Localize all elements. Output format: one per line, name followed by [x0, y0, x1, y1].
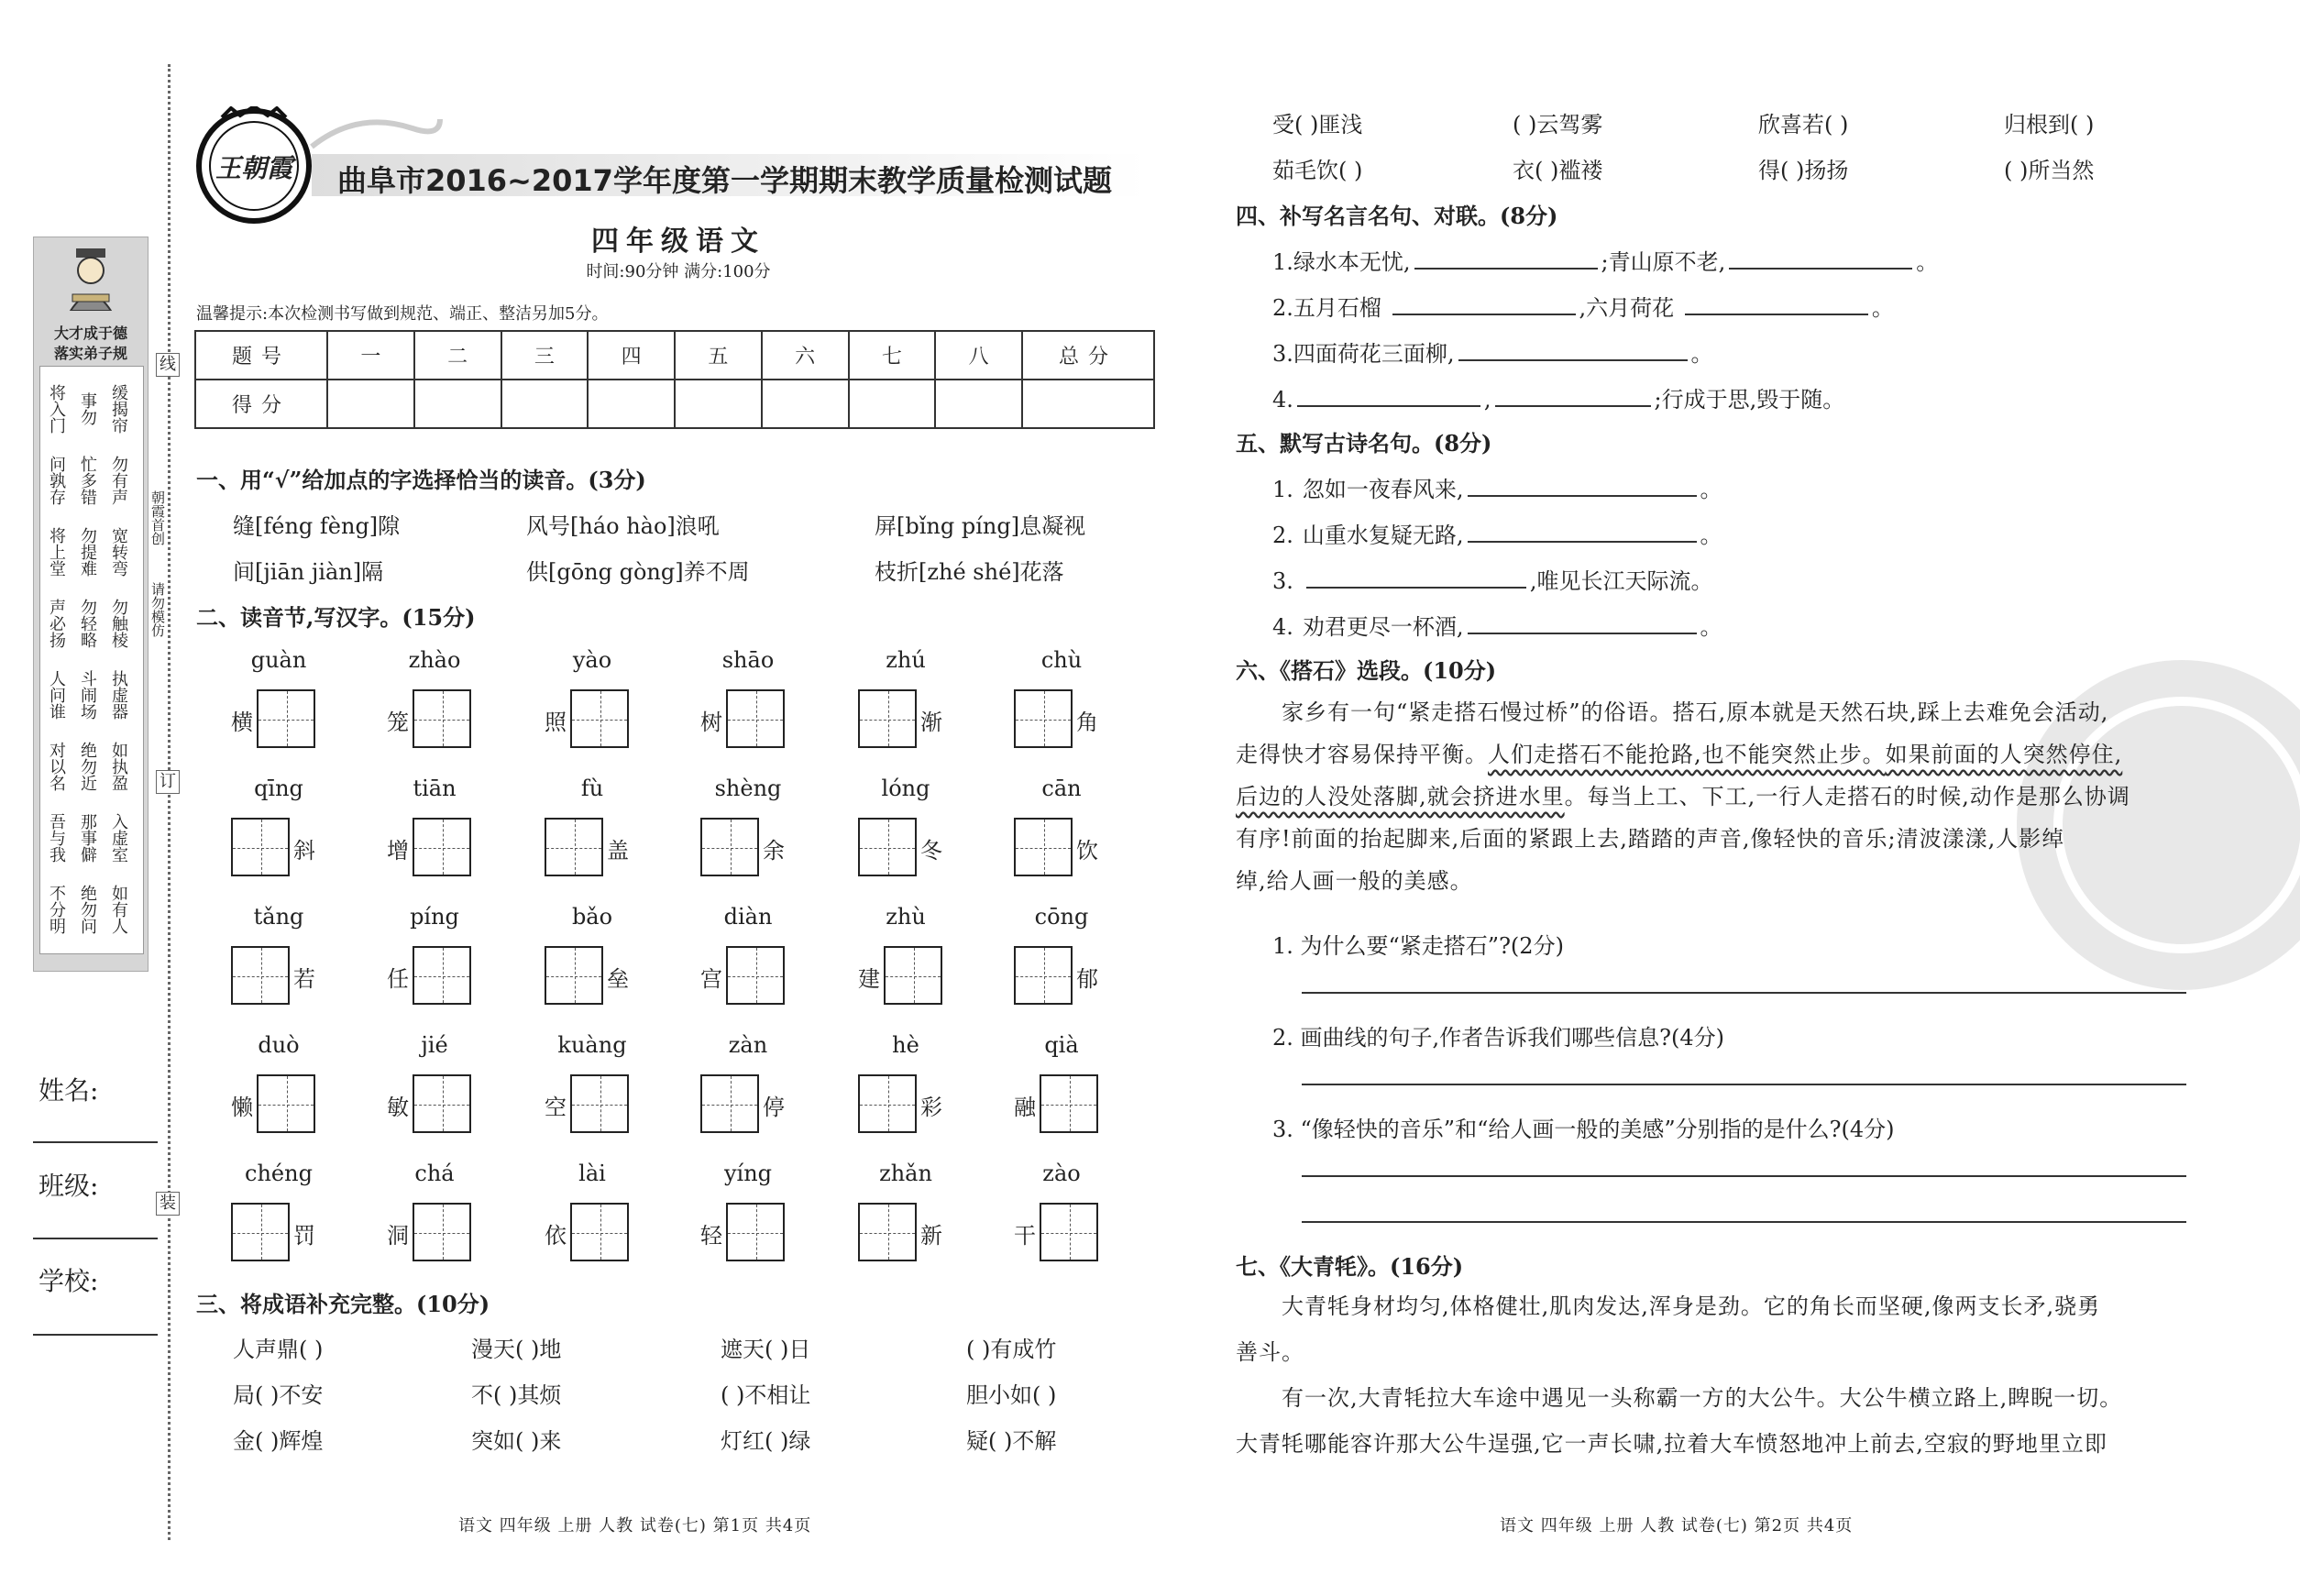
writing-box[interactable] [884, 946, 942, 1005]
score-header-cell: 二 [414, 331, 501, 380]
pinyin-label: yíng [723, 1161, 773, 1186]
q5-item [1272, 563, 1713, 595]
binding-text-3: 请勿模仿 [149, 582, 166, 637]
q5-text: 。 [1700, 523, 1722, 548]
q6-line-4: 有序!前面的抬起脚来,后面的紧跟上去,踏踏的声音,像轻快的音乐;清波漾漾,人影绰 [1236, 826, 2065, 852]
q6-line-2 [1236, 733, 2198, 776]
q7-line-4: 大青牦哪能容许那大公牛逞强,它一声长啸,拉着大车愤怒地冲上前去,空寂的野地里立即 [1236, 1431, 2107, 1457]
writing-box[interactable] [413, 818, 471, 876]
given-char: 停 [763, 1095, 785, 1120]
q5-number: 1. [1272, 477, 1293, 502]
pinyin-label: jié [421, 1032, 448, 1058]
q7-line-3: 有一次,大青牦拉大车途中遇见一头称霸一方的大公牛。大公牛横立路上,睥睨一切。 [1282, 1385, 2123, 1411]
q5-number: 2. [1272, 523, 1293, 548]
pinyin-label: shāo [721, 647, 775, 673]
pinyin-label: lóng [881, 776, 930, 801]
q7-passage [1236, 1283, 2198, 1467]
binding-text-2: 朝霞首创 [149, 490, 166, 545]
pinyin-label: zào [1042, 1161, 1081, 1186]
given-char: 空 [545, 1095, 567, 1120]
motto-col: 执虚器 [109, 670, 128, 720]
pinyin-label: diàn [723, 904, 773, 930]
given-char: 融 [1014, 1095, 1036, 1120]
answer-line[interactable] [1302, 1175, 2186, 1177]
pinyin-label: qià [1044, 1032, 1079, 1058]
writing-box[interactable] [858, 1074, 917, 1133]
q4-title: 四、补写名言名句、对联。(8分) [1236, 203, 1558, 229]
pinyin-label: chéng [245, 1161, 313, 1186]
score-header-cell: 七 [849, 331, 936, 380]
motto-col: 如执盈 [109, 742, 128, 791]
motto-col: 斗闹场 [78, 670, 97, 720]
motto-col: 问孰存 [47, 456, 66, 505]
writing-box[interactable] [231, 946, 290, 1005]
writing-box[interactable] [545, 946, 603, 1005]
motto-box [39, 366, 144, 954]
given-char: 饮 [1076, 838, 1098, 864]
score-cell[interactable] [675, 380, 762, 428]
q1-item[interactable]: 缝[féng fèng]隙 [233, 513, 401, 539]
brand-logo [194, 106, 314, 226]
motto-col: 对以名 [47, 742, 66, 791]
writing-box[interactable] [1014, 689, 1073, 748]
idiom-item[interactable]: 胆小如( ) [966, 1382, 1057, 1408]
idiom-item[interactable]: ( )云驾雾 [1513, 112, 1603, 138]
writing-box[interactable] [700, 1074, 759, 1133]
motto-col: 忙多错 [78, 456, 97, 505]
q1-item[interactable]: 屏[bǐng píng]息凝视 [875, 513, 1086, 539]
motto-col: 绝勿问 [78, 885, 97, 934]
q4-blank[interactable] [1392, 314, 1576, 315]
idiom-item[interactable]: 突如( )来 [471, 1428, 562, 1454]
q5-title: 五、默写古诗名句。(8分) [1236, 430, 1492, 457]
q2-title: 二、读音节,写汉字。(15分) [196, 604, 476, 631]
q4-text: 。 [1871, 295, 1894, 321]
q4-blank[interactable] [1685, 314, 1868, 315]
motto-col: 那事僻 [78, 813, 97, 863]
motto-sidebar [33, 237, 149, 972]
q4-blank[interactable] [1297, 405, 1480, 407]
score-cell[interactable] [1022, 380, 1154, 428]
idiom-item[interactable]: 漫天( )地 [471, 1337, 562, 1362]
writing-box[interactable] [231, 1203, 290, 1261]
q5-blank[interactable] [1306, 587, 1526, 589]
writing-box[interactable] [231, 818, 290, 876]
writing-box[interactable] [1040, 1203, 1098, 1261]
writing-box[interactable] [858, 689, 917, 748]
pinyin-label: chá [414, 1161, 455, 1186]
writing-box[interactable] [413, 1074, 471, 1133]
subject-title: 四年级语文 [591, 226, 765, 258]
top-motto-1: 大才成于德 [53, 325, 127, 342]
answer-line[interactable] [1302, 1221, 2186, 1223]
q4-blank[interactable] [1458, 359, 1688, 361]
given-char: 照 [545, 710, 567, 735]
motto-col: 勿有声 [109, 456, 128, 505]
given-char: 垒 [607, 966, 629, 992]
page-title: 曲阜市2016~2017学年度第一学期期末教学质量检测试题 [337, 163, 1112, 198]
q5-item [1272, 517, 1722, 549]
idiom-item[interactable]: ( )有成竹 [966, 1337, 1057, 1362]
q6-line-3 [1236, 776, 2198, 818]
q4-blank[interactable] [1495, 405, 1651, 407]
idiom-item[interactable]: 疑( )不解 [966, 1428, 1057, 1454]
q6-l3b: 。每当上工、下工,一行人走搭石的时候,动作是那么协调 [1564, 784, 2130, 809]
idiom-item[interactable]: 衣( )褴褛 [1513, 158, 1603, 183]
q4-item [1272, 244, 1938, 276]
given-char: 新 [920, 1223, 942, 1249]
writing-box[interactable] [570, 689, 629, 748]
score-cell[interactable] [501, 380, 589, 428]
score-cell[interactable] [414, 380, 501, 428]
motto-col: 勿触棱 [109, 599, 128, 648]
score-cell[interactable] [588, 380, 675, 428]
idiom-item[interactable]: 人声鼎( ) [233, 1337, 324, 1362]
q7-line-2: 善斗。 [1236, 1339, 1304, 1365]
writing-box[interactable] [726, 946, 785, 1005]
motto-col: 事勿 [78, 392, 97, 425]
idiom-item[interactable]: 金( )辉煌 [233, 1428, 324, 1454]
brand-name: 王朝霞 [215, 153, 292, 183]
pinyin-label: hè [892, 1032, 919, 1058]
school-field[interactable] [33, 1334, 158, 1336]
q4-text: 绿水本无忧, [1293, 249, 1411, 275]
writing-box[interactable] [1014, 818, 1073, 876]
writing-box[interactable] [570, 1074, 629, 1133]
q5-text: 忽如一夜春风来, [1302, 477, 1464, 502]
q5-blank[interactable] [1468, 633, 1697, 634]
pinyin-label: guàn [250, 647, 307, 673]
q6-wavy-1: 人们走搭石不能抢路,也不能突然止步。 [1488, 742, 1886, 767]
q4-item [1272, 290, 1894, 322]
motto-col: 绝勿近 [78, 742, 97, 791]
pinyin-label: qīng [254, 776, 303, 801]
writing-box[interactable] [413, 689, 471, 748]
class-label: 班级: [39, 1171, 99, 1201]
q4-text: 五月石榴 [1293, 295, 1389, 321]
idiom-item[interactable]: 遮天( )日 [721, 1337, 811, 1362]
footer-right: 语文 四年级 上册 人教 试卷(七) 第2页 共4页 [1500, 1516, 1854, 1535]
q5-item [1272, 471, 1722, 503]
score-cell[interactable] [762, 380, 849, 428]
given-char: 敏 [387, 1095, 409, 1120]
idiom-item[interactable]: 茹毛饮( ) [1272, 158, 1363, 183]
writing-box[interactable] [257, 689, 315, 748]
writing-box[interactable] [257, 1074, 315, 1133]
motto-col: 缓揭帘 [109, 384, 128, 434]
given-char: 任 [387, 966, 409, 992]
q6-passage [1236, 691, 2198, 902]
q5-number: 4. [1272, 614, 1293, 640]
writing-box[interactable] [858, 818, 917, 876]
given-char: 郁 [1076, 966, 1098, 992]
score-header-cell: 一 [327, 331, 414, 380]
score-header-cell: 五 [675, 331, 762, 380]
score-header-cell: 总分 [1022, 331, 1154, 380]
pinyin-label: yào [572, 647, 612, 673]
pinyin-label: chù [1040, 647, 1083, 673]
motto-col: 声必扬 [47, 599, 66, 648]
school-label: 学校: [39, 1266, 99, 1296]
pinyin-label: shèng [714, 776, 782, 801]
score-header-cell: 三 [501, 331, 589, 380]
q7-title: 七、《大青牦》。(16分) [1236, 1253, 1464, 1280]
q4-item [1272, 336, 1713, 368]
writing-box[interactable] [545, 818, 603, 876]
answer-line[interactable] [1302, 1084, 2186, 1085]
q5-item [1272, 609, 1722, 641]
motto-col: 入虚室 [109, 813, 128, 863]
pinyin-label: zhù [886, 904, 926, 930]
q3-title: 三、将成语补充完整。(10分) [196, 1291, 490, 1317]
score-header-cell: 六 [762, 331, 849, 380]
binding-text-1: 线 [156, 353, 180, 377]
idiom-item[interactable]: ( )不相让 [721, 1382, 811, 1408]
binding-text-5: 装 [156, 1192, 180, 1216]
writing-box[interactable] [413, 1203, 471, 1261]
pinyin-label: tǎng [253, 904, 304, 930]
pinyin-label: cōng [1034, 904, 1089, 930]
q1-title: 一、用“√”给加点的字选择恰当的读音。(3分) [196, 467, 646, 493]
q6-line-1: 家乡有一句“紧走搭石慢过桥”的俗语。搭石,原本就是天然石块,踩上去难免会活动, [1282, 699, 2109, 725]
motto-col: 如有人 [109, 885, 128, 934]
pinyin-label: cān [1041, 776, 1082, 801]
q6-question: 2. 画曲线的句子,作者告诉我们哪些信息?(4分) [1272, 1025, 1725, 1051]
given-char: 盖 [607, 838, 629, 864]
writing-box[interactable] [1040, 1074, 1098, 1133]
q6-wavy-2: 后边的人没处落脚,就会挤进水里 [1236, 784, 1565, 809]
q4-number: 4. [1272, 387, 1293, 413]
motto-col: 将入门 [47, 384, 66, 434]
pinyin-label: zhú [886, 647, 926, 673]
idiom-item[interactable]: 归根到( ) [2004, 112, 2095, 138]
q5-text: 。 [1700, 614, 1722, 640]
pinyin-label: píng [410, 904, 459, 930]
notice: 温馨提示:本次检测书写做到规范、端正、整洁另加5分。 [196, 304, 609, 324]
pinyin-label: zhǎn [879, 1161, 932, 1186]
idiom-item[interactable]: 灯红( )绿 [721, 1428, 811, 1454]
given-char: 渐 [920, 710, 942, 735]
score-cell[interactable] [327, 380, 414, 428]
q4-text: 。 [1916, 249, 1939, 275]
given-char: 若 [293, 966, 315, 992]
q4-blank[interactable] [1729, 268, 1912, 270]
given-char: 干 [1014, 1223, 1036, 1249]
q6-line-5: 绰,给人画一般的美感。 [1236, 868, 1473, 894]
fold-line [168, 64, 171, 1540]
idiom-item[interactable]: ( )所当然 [2004, 158, 2095, 183]
score-header-cell: 八 [935, 331, 1022, 380]
time-info: 时间:90分钟 满分:100分 [586, 262, 771, 281]
name-label: 姓名: [39, 1075, 99, 1106]
writing-box[interactable] [726, 1203, 785, 1261]
score-table [194, 330, 1155, 429]
pinyin-label: bǎo [571, 904, 613, 930]
idiom-item[interactable]: 局( )不安 [233, 1382, 324, 1408]
motto-col: 人问谁 [47, 670, 66, 720]
ribbon-swirl [303, 101, 449, 156]
pinyin-label: duò [258, 1032, 300, 1058]
pinyin-label: fù [580, 776, 604, 801]
given-char: 斜 [293, 838, 315, 864]
writing-box[interactable] [413, 946, 471, 1005]
given-char: 角 [1076, 710, 1098, 735]
writing-box[interactable] [726, 689, 785, 748]
motto-col: 勿轻略 [78, 599, 97, 648]
writing-box[interactable] [570, 1203, 629, 1261]
given-char: 增 [387, 838, 409, 864]
motto-col: 勿提难 [78, 527, 97, 577]
q5-number: 3. [1272, 568, 1293, 594]
pinyin-label: lài [578, 1161, 606, 1186]
given-char: 宫 [700, 966, 722, 992]
top-motto-2: 落实弟子规 [53, 345, 127, 362]
q4-item [1272, 381, 1844, 413]
motto-col: 不分明 [47, 885, 66, 934]
q6-l2c: 如果前面的人突然停住, [1885, 742, 2123, 767]
q7-line-1: 大青牦身材均匀,体格健壮,肌肉发达,浑身是劲。它的角长而坚硬,像两支长矛,骁勇 [1282, 1293, 2101, 1319]
given-char: 建 [858, 966, 880, 992]
score-header-cell: 四 [588, 331, 675, 380]
given-char: 笼 [387, 710, 409, 735]
motto-col: 将上堂 [47, 527, 66, 577]
q1-item[interactable]: 风号[háo hào]浪吼 [526, 513, 720, 539]
q4-text: ;青山原不老, [1601, 249, 1726, 275]
footer-left: 语文 四年级 上册 人教 试卷(七) 第1页 共4页 [458, 1516, 812, 1535]
q4-number: 1. [1272, 249, 1293, 275]
idiom-item[interactable]: 欣喜若( ) [1758, 112, 1849, 138]
given-char: 余 [763, 838, 785, 864]
q6-title: 六、《搭石》选段。(10分) [1236, 657, 1497, 684]
q4-number: 2. [1272, 295, 1293, 321]
q4-number: 3. [1272, 341, 1293, 367]
q5-blank[interactable] [1468, 541, 1697, 543]
motto-col: 吾与我 [47, 813, 66, 863]
idiom-item[interactable]: 得( )扬扬 [1758, 158, 1849, 183]
pinyin-label: zàn [728, 1032, 768, 1058]
q6-l2a: 走得快才容易保持平衡。 [1236, 742, 1488, 767]
q4-text: 。 [1690, 341, 1713, 367]
pinyin-label: kuàng [557, 1032, 627, 1058]
given-char: 轻 [700, 1223, 722, 1249]
idiom-item[interactable]: 受( )匪浅 [1272, 112, 1363, 138]
q4-text: ;行成于思,毁于随。 [1654, 387, 1845, 413]
answer-line[interactable] [1302, 992, 2186, 994]
q1-item[interactable]: 间[jiān jiàn]隔 [233, 559, 384, 585]
q4-text: , [1483, 387, 1491, 413]
pinyin-label: tiān [413, 776, 457, 801]
q4-text: ,六月荷花 [1579, 295, 1681, 321]
writing-box[interactable] [700, 818, 759, 876]
given-char: 懒 [231, 1095, 253, 1120]
score-cell[interactable] [935, 380, 1022, 428]
scholar-icon [63, 247, 118, 311]
writing-box[interactable] [1014, 946, 1073, 1005]
writing-box[interactable] [858, 1203, 917, 1261]
binding-text-4: 订 [156, 770, 180, 794]
given-char: 横 [231, 710, 253, 735]
q5-text: 劝君更尽一杯酒, [1302, 614, 1464, 640]
given-char: 冬 [920, 838, 942, 864]
q4-blank[interactable] [1414, 268, 1598, 270]
score-row-label: 得分 [195, 380, 327, 428]
idiom-item[interactable]: 不( )其烦 [471, 1382, 562, 1408]
class-field[interactable] [33, 1238, 158, 1239]
pinyin-label: zhào [408, 647, 461, 673]
score-cell[interactable] [849, 380, 936, 428]
given-char: 依 [545, 1223, 567, 1249]
given-char: 树 [700, 710, 722, 735]
q5-blank[interactable] [1468, 495, 1697, 497]
score-header-cell: 题号 [195, 331, 327, 380]
q6-question: 1. 为什么要“紧走搭石”?(2分) [1272, 933, 1564, 959]
q5-text: ,唯见长江天际流。 [1529, 568, 1713, 594]
q6-question: 3. “像轻快的音乐”和“给人画一般的美感”分别指的是什么?(4分) [1272, 1117, 1895, 1142]
q1-item[interactable]: 枝折[zhé shé]花落 [875, 559, 1064, 585]
q1-item[interactable]: 供[gōng gòng]养不周 [526, 559, 750, 585]
q5-text: 。 [1700, 477, 1722, 502]
motto-col: 宽转弯 [109, 527, 128, 577]
name-field[interactable] [33, 1141, 158, 1143]
given-char: 彩 [920, 1095, 942, 1120]
q5-text: 山重水复疑无路, [1302, 523, 1464, 548]
given-char: 洞 [387, 1223, 409, 1249]
given-char: 罚 [293, 1223, 315, 1249]
q4-text: 四面荷花三面柳, [1293, 341, 1455, 367]
